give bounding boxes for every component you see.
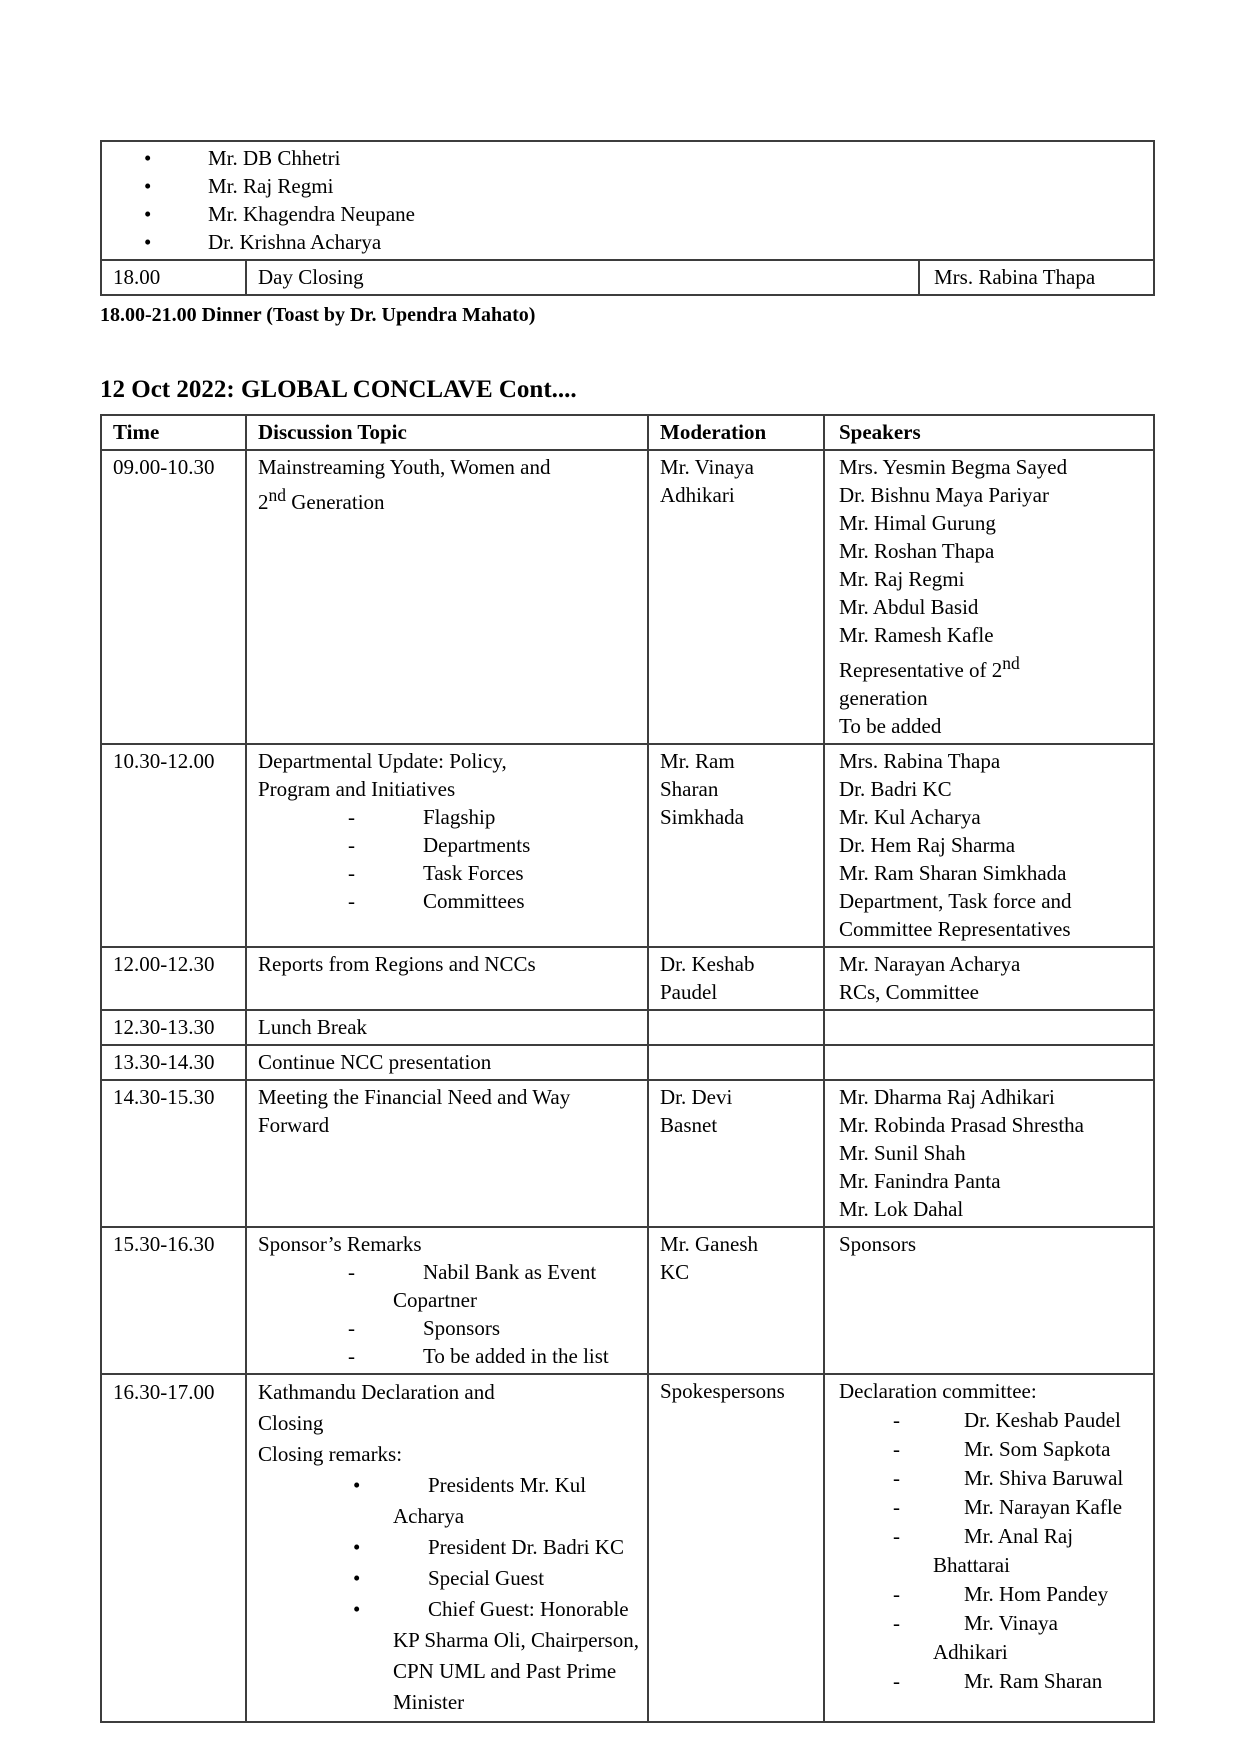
time-cell: 12.30-13.30	[101, 1010, 246, 1045]
dash-marker: -	[893, 1466, 900, 1490]
bullet-marker: •	[353, 1597, 361, 1621]
moderator-line: Paudel	[660, 980, 718, 1004]
dash-marker: -	[893, 1582, 900, 1606]
time-cell: 13.30-14.30	[101, 1045, 246, 1080]
list-item-continuation: Acharya	[393, 1504, 465, 1528]
table-row	[101, 1080, 1154, 1227]
moderator-line: KC	[660, 1260, 690, 1284]
dash-marker: -	[893, 1437, 900, 1461]
superscript: nd	[1002, 653, 1020, 673]
list-item: • President Dr. Badri KC	[258, 1532, 639, 1563]
bullet-marker: •	[144, 230, 152, 254]
list-item: - Mr. Vinaya	[839, 1609, 1145, 1638]
column-header-moderation: Moderation	[648, 415, 824, 450]
time-cell: 14.30-15.30	[101, 1080, 246, 1227]
topic-line: Kathmandu Declaration and	[258, 1380, 495, 1404]
table-row	[101, 947, 1154, 1010]
table-header-row	[101, 415, 1154, 450]
speaker-line: Mr. Lok Dahal	[839, 1197, 964, 1221]
speaker-line: Mr. Abdul Basid	[839, 595, 979, 619]
list-item: - Committees	[348, 889, 525, 913]
speakers-cell	[824, 1080, 1154, 1227]
topic-cell	[246, 744, 648, 947]
table-row	[101, 1374, 1154, 1722]
dash-marker: -	[893, 1408, 900, 1432]
moderation-cell	[648, 1374, 824, 1722]
time-cell: 18.00	[101, 260, 246, 295]
speaker-line: Mr. Raj Regmi	[839, 567, 965, 591]
dash-marker: -	[893, 1495, 900, 1519]
topic-line: Closing	[258, 1411, 324, 1435]
list-item	[113, 172, 1145, 200]
column-header-speakers: Speakers	[824, 415, 1154, 450]
speaker-line: generation	[839, 686, 928, 710]
speaker-name: Dr. Krishna Acharya	[208, 230, 382, 254]
dash-marker: -	[348, 1344, 355, 1368]
list-item-continuation: Adhikari	[933, 1640, 1008, 1664]
moderation-cell	[648, 1010, 824, 1045]
list-item-continuation: Bhattarai	[933, 1553, 1010, 1577]
list-item: - Mr. Som Sapkota	[839, 1435, 1145, 1464]
list-item: - Mr. Hom Pandey	[839, 1580, 1145, 1609]
dash-marker: -	[893, 1524, 900, 1548]
dash-marker: -	[348, 805, 355, 829]
topic-line: 2nd Generation	[258, 485, 385, 514]
list-item-continuation: Minister	[393, 1690, 465, 1714]
topic-cell	[246, 947, 648, 1010]
speaker-line: Mrs. Rabina Thapa	[839, 749, 1001, 773]
time-cell: 09.00-10.30	[101, 450, 246, 744]
column-header-time: Time	[101, 415, 246, 450]
table-row	[101, 141, 1154, 260]
time-cell: 16.30-17.00	[101, 1374, 246, 1722]
moderator-line: Mr. Vinaya	[660, 455, 755, 479]
speaker-line: Dr. Bishnu Maya Pariyar	[839, 483, 1049, 507]
conclave-schedule-table	[100, 414, 1155, 1723]
table-row	[101, 744, 1154, 947]
list-item: • Chief Guest: Honorable	[258, 1594, 639, 1625]
list-item: - Mr. Ram Sharan	[839, 1667, 1145, 1696]
speaker-line: Mr. Dharma Raj Adhikari	[839, 1085, 1055, 1109]
speakers-group-title: Declaration committee:	[839, 1379, 1037, 1403]
speaker-name: Mr. Khagendra Neupane	[208, 202, 416, 226]
list-item: - Task Forces	[348, 861, 524, 885]
dinner-note: 18.00-21.00 Dinner (Toast by Dr. Upendra Mahato)	[100, 304, 536, 326]
section-heading: 12 Oct 2022: GLOBAL CONCLAVE Cont....	[100, 376, 577, 403]
list-item: - Flagship	[348, 805, 496, 829]
list-item: • Presidents Mr. Kul	[258, 1470, 639, 1501]
speakers-cell	[824, 1227, 1154, 1374]
speaker-line: Committee Representatives	[839, 917, 1071, 941]
speaker-line: To be added	[839, 714, 942, 738]
list-item	[113, 200, 1145, 228]
list-item: - Dr. Keshab Paudel	[839, 1406, 1145, 1435]
time-cell: 12.00-12.30	[101, 947, 246, 1010]
schedule-document	[100, 140, 1153, 1723]
speaker-bullet-cell	[101, 141, 1154, 260]
moderator-line: Sharan	[660, 777, 719, 801]
speaker-line: Sponsors	[839, 1232, 917, 1256]
bullet-marker: •	[144, 174, 152, 198]
speakers-cell	[824, 744, 1154, 947]
speaker-line: Mr. Fanindra Panta	[839, 1169, 1001, 1193]
moderator-line: Basnet	[660, 1113, 718, 1137]
table-row	[101, 1045, 1154, 1080]
list-item	[113, 144, 1145, 172]
moderation-cell	[648, 1080, 824, 1227]
topic-line: Forward	[258, 1113, 330, 1137]
topic-line: Program and Initiatives	[258, 777, 456, 801]
speaker-line: Mr. Sunil Shah	[839, 1141, 966, 1165]
list-item: - Departments	[348, 833, 531, 857]
column-header-topic: Discussion Topic	[246, 415, 648, 450]
list-item: - Mr. Narayan Kafle	[839, 1493, 1145, 1522]
topic-line: Meeting the Financial Need and Way	[258, 1085, 571, 1109]
moderator-line: Spokespersons	[660, 1379, 785, 1403]
topic-line: Mainstreaming Youth, Women and	[258, 455, 551, 479]
topic-cell: Lunch Break	[246, 1010, 648, 1045]
speaker-line: RCs, Committee	[839, 980, 980, 1004]
topic-line: Departmental Update: Policy,	[258, 749, 507, 773]
speaker-line: Mr. Roshan Thapa	[839, 539, 995, 563]
bullet-marker: •	[353, 1535, 361, 1559]
previous-session-table	[100, 140, 1155, 296]
speaker-line: Mr. Ram Sharan Simkhada	[839, 861, 1067, 885]
bullet-marker: •	[144, 146, 152, 170]
speaker-cell: Mrs. Rabina Thapa	[919, 260, 1154, 295]
dash-marker: -	[348, 1316, 355, 1340]
moderator-line: Adhikari	[660, 483, 735, 507]
speakers-cell	[824, 450, 1154, 744]
table-row	[101, 1010, 1154, 1045]
list-item: - Sponsors	[348, 1316, 501, 1340]
speaker-line: Mr. Kul Acharya	[839, 805, 981, 829]
topic-line: Reports from Regions and NCCs	[258, 952, 536, 976]
dash-marker: -	[893, 1611, 900, 1635]
table-row	[101, 450, 1154, 744]
speaker-line: Dr. Badri KC	[839, 777, 952, 801]
moderation-cell	[648, 450, 824, 744]
topic-cell	[246, 1374, 648, 1722]
speaker-line: Department, Task force and	[839, 889, 1072, 913]
topic-cell	[246, 450, 648, 744]
speakers-cell	[824, 947, 1154, 1010]
bullet-marker: •	[353, 1566, 361, 1590]
topic-line: Closing remarks:	[258, 1442, 403, 1466]
dash-marker: -	[348, 833, 355, 857]
list-item: - Mr. Anal Raj	[839, 1522, 1145, 1551]
speaker-line: Representative of 2nd	[839, 653, 1020, 682]
list-item	[113, 228, 1145, 256]
list-item-continuation: KP Sharma Oli, Chairperson,	[393, 1628, 639, 1652]
list-item: - Nabil Bank as Event	[348, 1260, 597, 1284]
speaker-line: Dr. Hem Raj Sharma	[839, 833, 1016, 857]
dash-marker: -	[348, 889, 355, 913]
list-item-continuation: Copartner	[393, 1288, 477, 1312]
moderation-cell	[648, 947, 824, 1010]
moderator-line: Dr. Devi	[660, 1085, 733, 1109]
speakers-cell	[824, 1374, 1154, 1722]
time-cell: 15.30-16.30	[101, 1227, 246, 1374]
speaker-line: Mr. Himal Gurung	[839, 511, 996, 535]
list-item: • Special Guest	[258, 1563, 639, 1594]
list-item-continuation: CPN UML and Past Prime	[393, 1659, 617, 1683]
list-item: - To be added in the list	[348, 1344, 609, 1368]
speaker-name: Mr. Raj Regmi	[208, 174, 334, 198]
speakers-cell	[824, 1010, 1154, 1045]
speaker-name: Mr. DB Chhetri	[208, 146, 341, 170]
topic-cell: Continue NCC presentation	[246, 1045, 648, 1080]
speaker-line: Mr. Ramesh Kafle	[839, 623, 994, 647]
moderator-line: Simkhada	[660, 805, 744, 829]
topic-cell	[246, 1080, 648, 1227]
table-row	[101, 1227, 1154, 1374]
bullet-marker: •	[353, 1473, 361, 1497]
speakers-cell	[824, 1045, 1154, 1080]
topic-cell	[246, 1227, 648, 1374]
topic-line: Sponsor’s Remarks	[258, 1232, 422, 1256]
speaker-line: Mrs. Yesmin Begma Sayed	[839, 455, 1068, 479]
moderation-cell	[648, 1045, 824, 1080]
dash-marker: -	[893, 1669, 900, 1693]
moderation-cell	[648, 744, 824, 947]
dash-marker: -	[348, 1260, 355, 1284]
bullet-marker: •	[144, 202, 152, 226]
table-row-day-closing	[101, 260, 1154, 295]
speaker-line: Mr. Narayan Acharya	[839, 952, 1021, 976]
dash-marker: -	[348, 861, 355, 885]
moderator-line: Mr. Ram	[660, 749, 735, 773]
moderator-line: Mr. Ganesh	[660, 1232, 758, 1256]
superscript: nd	[268, 485, 286, 505]
list-item: - Mr. Shiva Baruwal	[839, 1464, 1145, 1493]
moderator-line: Dr. Keshab	[660, 952, 755, 976]
time-cell: 10.30-12.00	[101, 744, 246, 947]
speaker-line: Mr. Robinda Prasad Shrestha	[839, 1113, 1084, 1137]
topic-cell: Day Closing	[246, 260, 919, 295]
moderation-cell	[648, 1227, 824, 1374]
